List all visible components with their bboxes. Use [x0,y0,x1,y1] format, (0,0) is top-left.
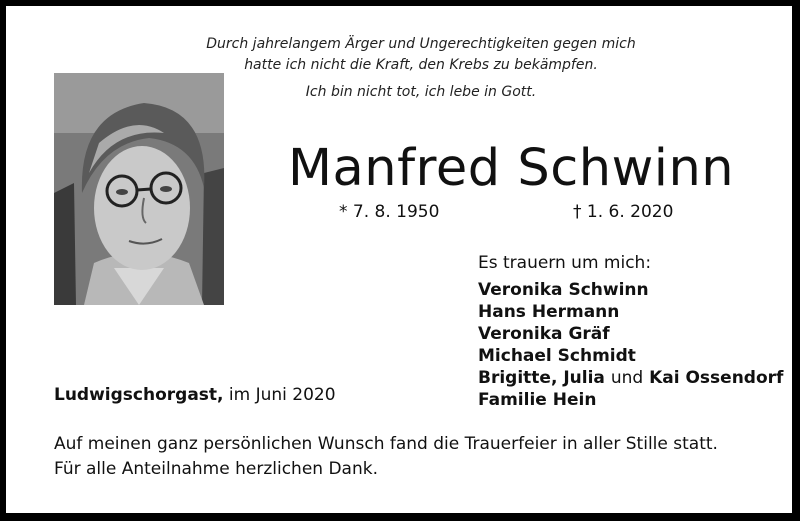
mourner-names-part1: Brigitte, Julia [478,368,605,388]
closing-line-2: Für alle Anteilnahme herzlichen Dank. [54,459,378,479]
closing-line-1: Auf meinen ganz persönlichen Wunsch fand die Trauerfeier in aller Stille statt. [54,434,718,454]
place-city: Ludwigschorgast, [54,385,224,405]
mourner-name: Hans Hermann [478,302,620,322]
place-date: im Juni 2020 [228,385,336,405]
mourners-list [478,252,783,411]
closing-note [54,432,718,482]
death-date: † 1. 6. 2020 [573,202,674,222]
quote-line-2: hatte ich nicht die Kraft, den Krebs zu bekämpfen. [244,57,598,73]
mourner-name: Veronika Schwinn [478,280,649,300]
mourner-name: Veronika Gräf [478,324,610,344]
quote-line-3: Ich bin nicht tot, ich lebe in Gott. [305,84,537,100]
mourner-conjunction: und [610,368,644,388]
mourner-name: Michael Schmidt [478,346,636,366]
place-and-date [54,385,336,405]
mourner-group [478,367,783,389]
portrait-photo [54,73,224,305]
obituary-card [6,6,792,513]
mourner-names-part2: Kai Ossendorf [649,368,784,388]
mourners-intro: Es trauern um mich: [478,253,652,273]
mourner-family: Familie Hein [478,390,597,410]
birth-date: * 7. 8. 1950 [339,202,440,222]
deceased-name: Manfred Schwinn [288,139,735,198]
obituary-quote [206,34,636,103]
quote-line-1: Durch jahrelangem Ärger und Ungerechtigkeiten gegen mich [206,36,636,52]
